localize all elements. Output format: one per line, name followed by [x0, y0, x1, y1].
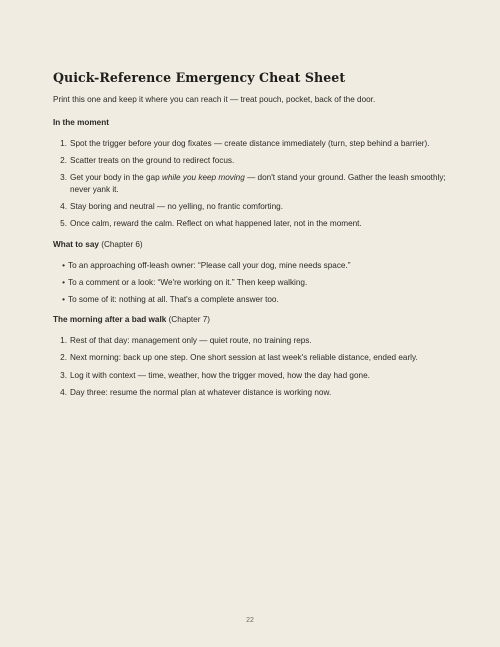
list-number: 3. [60, 173, 67, 183]
list-number: 2. [60, 353, 67, 363]
document-page [53, 70, 453, 407]
list-item [53, 387, 453, 399]
text-segment: — don't stand your ground. Gather the leash smoothly; never yank it. [70, 173, 446, 194]
list-number: 4. [60, 387, 67, 397]
list-number: 2. [60, 156, 67, 166]
list-item-text: Day three: resume the normal plan at whatever distance is working now. [70, 387, 332, 397]
list-item-text: To some of it: nothing at all. That's a complete answer too. [68, 294, 279, 304]
list-item [53, 370, 453, 382]
emphasis-text: while you keep moving [161, 173, 245, 183]
section-heading-morning-after [53, 314, 453, 325]
list-number: 1. [60, 336, 67, 346]
chapter-reference: (Chapter 7) [166, 315, 210, 325]
section-heading-label: In the moment [53, 118, 109, 127]
list-item [53, 277, 453, 289]
what-to-say-list [53, 260, 453, 306]
list-item [53, 335, 453, 347]
list-item-text: Rest of that day: management only — quiet route, no training reps. [70, 336, 312, 346]
morning-after-list [53, 335, 453, 398]
page-number: 22 [246, 617, 254, 624]
chapter-reference: (Chapter 6) [98, 239, 143, 249]
list-item-text: To a comment or a look: “We're working on it.” Then keep walking. [68, 277, 308, 287]
list-item-text: Log it with context — time, weather, how the trigger moved, how the day had gone. [70, 370, 370, 380]
list-item-text: To an approaching off-leash owner: “Please call your dog, mine needs space.” [68, 260, 351, 270]
list-number: 1. [60, 139, 67, 148]
list-item [53, 172, 453, 195]
section-heading-label: What to say [53, 239, 99, 249]
text-segment: Get your body in the gap [70, 173, 162, 183]
section-heading-label: The morning after a bad walk [53, 315, 167, 325]
list-item [53, 352, 453, 364]
list-number: 5. [60, 218, 67, 228]
list-item [53, 218, 453, 230]
list-item-text: Spot the trigger before your dog fixates — create distance immediately (turn, step behind a barrier). [70, 139, 430, 148]
bullet-icon: • [62, 277, 65, 287]
section-heading-what-to-say [53, 239, 453, 250]
list-item-text: Once calm, reward the calm. Reflect on what happened later, not in the moment. [70, 218, 362, 228]
list-item [53, 260, 453, 272]
list-number: 4. [60, 201, 67, 211]
bullet-icon: • [62, 294, 65, 304]
list-number: 3. [60, 370, 67, 380]
in-the-moment-list [53, 138, 453, 230]
list-item [53, 155, 453, 167]
bullet-icon: • [62, 260, 65, 270]
list-item [53, 138, 453, 150]
page-title: Quick-Reference Emergency Cheat Sheet [53, 70, 346, 85]
section-heading-in-the-moment [53, 117, 453, 128]
list-item [53, 201, 453, 213]
list-item-text: Next morning: back up one step. One short session at last week's reliable distance, ended early. [70, 353, 418, 363]
intro-text: Print this one and keep it where you can reach it — treat pouch, pocket, back of the door. [53, 95, 376, 104]
list-item [53, 294, 453, 306]
list-item-text: Scatter treats on the ground to redirect focus. [70, 156, 235, 166]
list-item-text: Stay boring and neutral — no yelling, no frantic comforting. [70, 201, 283, 211]
list-item-text [70, 172, 453, 195]
